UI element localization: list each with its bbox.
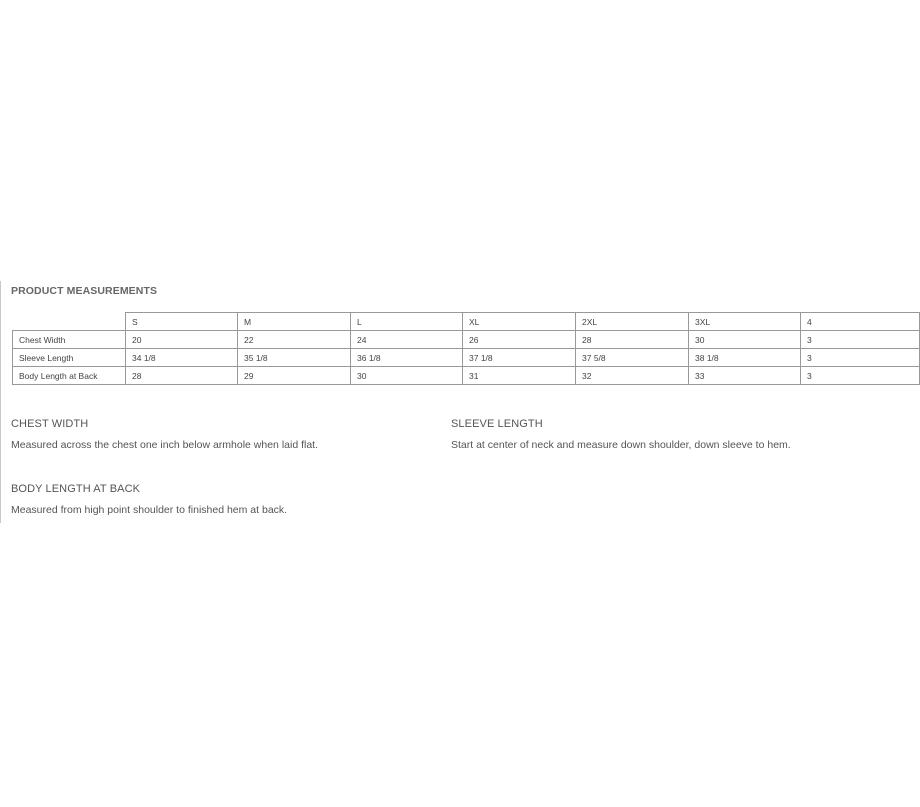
table-cell: 26 (463, 331, 576, 349)
table-cell: 29 (238, 367, 351, 385)
row-label: Sleeve Length (13, 349, 126, 367)
table-cell: 33 (689, 367, 801, 385)
size-header: 2XL (576, 313, 689, 331)
size-header: XL (463, 313, 576, 331)
table-row (13, 331, 920, 349)
size-header: 3XL (689, 313, 801, 331)
table-cell: 3 (801, 349, 920, 367)
table-cell: 35 1/8 (238, 349, 351, 367)
table-cell: 20 (126, 331, 238, 349)
sleeve-length-heading: SLEEVE LENGTH (451, 418, 543, 430)
chest-width-description (11, 418, 318, 451)
table-cell: 37 5/8 (576, 349, 689, 367)
size-header: L (351, 313, 463, 331)
size-header: S (126, 313, 238, 331)
body-length-description (11, 483, 287, 516)
body-length-text: Measured from high point shoulder to finished hem at back. (11, 504, 288, 516)
sleeve-length-description (451, 418, 791, 451)
table-cell: 32 (576, 367, 689, 385)
table-cell: 28 (126, 367, 238, 385)
measurements-table-container (12, 312, 812, 386)
table-cell: 31 (463, 367, 576, 385)
chest-width-heading: CHEST WIDTH (11, 418, 89, 430)
section-title: PRODUCT MEASUREMENTS (11, 285, 158, 297)
measurements-table (12, 312, 920, 385)
sleeve-length-text: Start at center of neck and measure down shoulder, down sleeve to hem. (451, 439, 791, 451)
body-length-heading: BODY LENGTH AT BACK (11, 483, 141, 495)
size-header: 4 (801, 313, 920, 331)
row-label: Chest Width (13, 331, 126, 349)
table-cell: 24 (351, 331, 463, 349)
table-cell: 36 1/8 (351, 349, 463, 367)
table-cell: 22 (238, 331, 351, 349)
size-header: M (238, 313, 351, 331)
table-cell: 30 (689, 331, 801, 349)
table-cell: 30 (351, 367, 463, 385)
left-divider (0, 281, 1, 523)
table-cell: 34 1/8 (126, 349, 238, 367)
table-corner-cell (13, 313, 126, 331)
table-cell: 37 1/8 (463, 349, 576, 367)
table-cell: 38 1/8 (689, 349, 801, 367)
chest-width-text: Measured across the chest one inch below armhole when laid flat. (11, 439, 319, 451)
table-row (13, 367, 920, 385)
table-header-row (13, 313, 920, 331)
table-cell: 3 (801, 331, 920, 349)
table-cell: 28 (576, 331, 689, 349)
table-row (13, 349, 920, 367)
table-cell: 3 (801, 367, 920, 385)
row-label: Body Length at Back (13, 367, 126, 385)
